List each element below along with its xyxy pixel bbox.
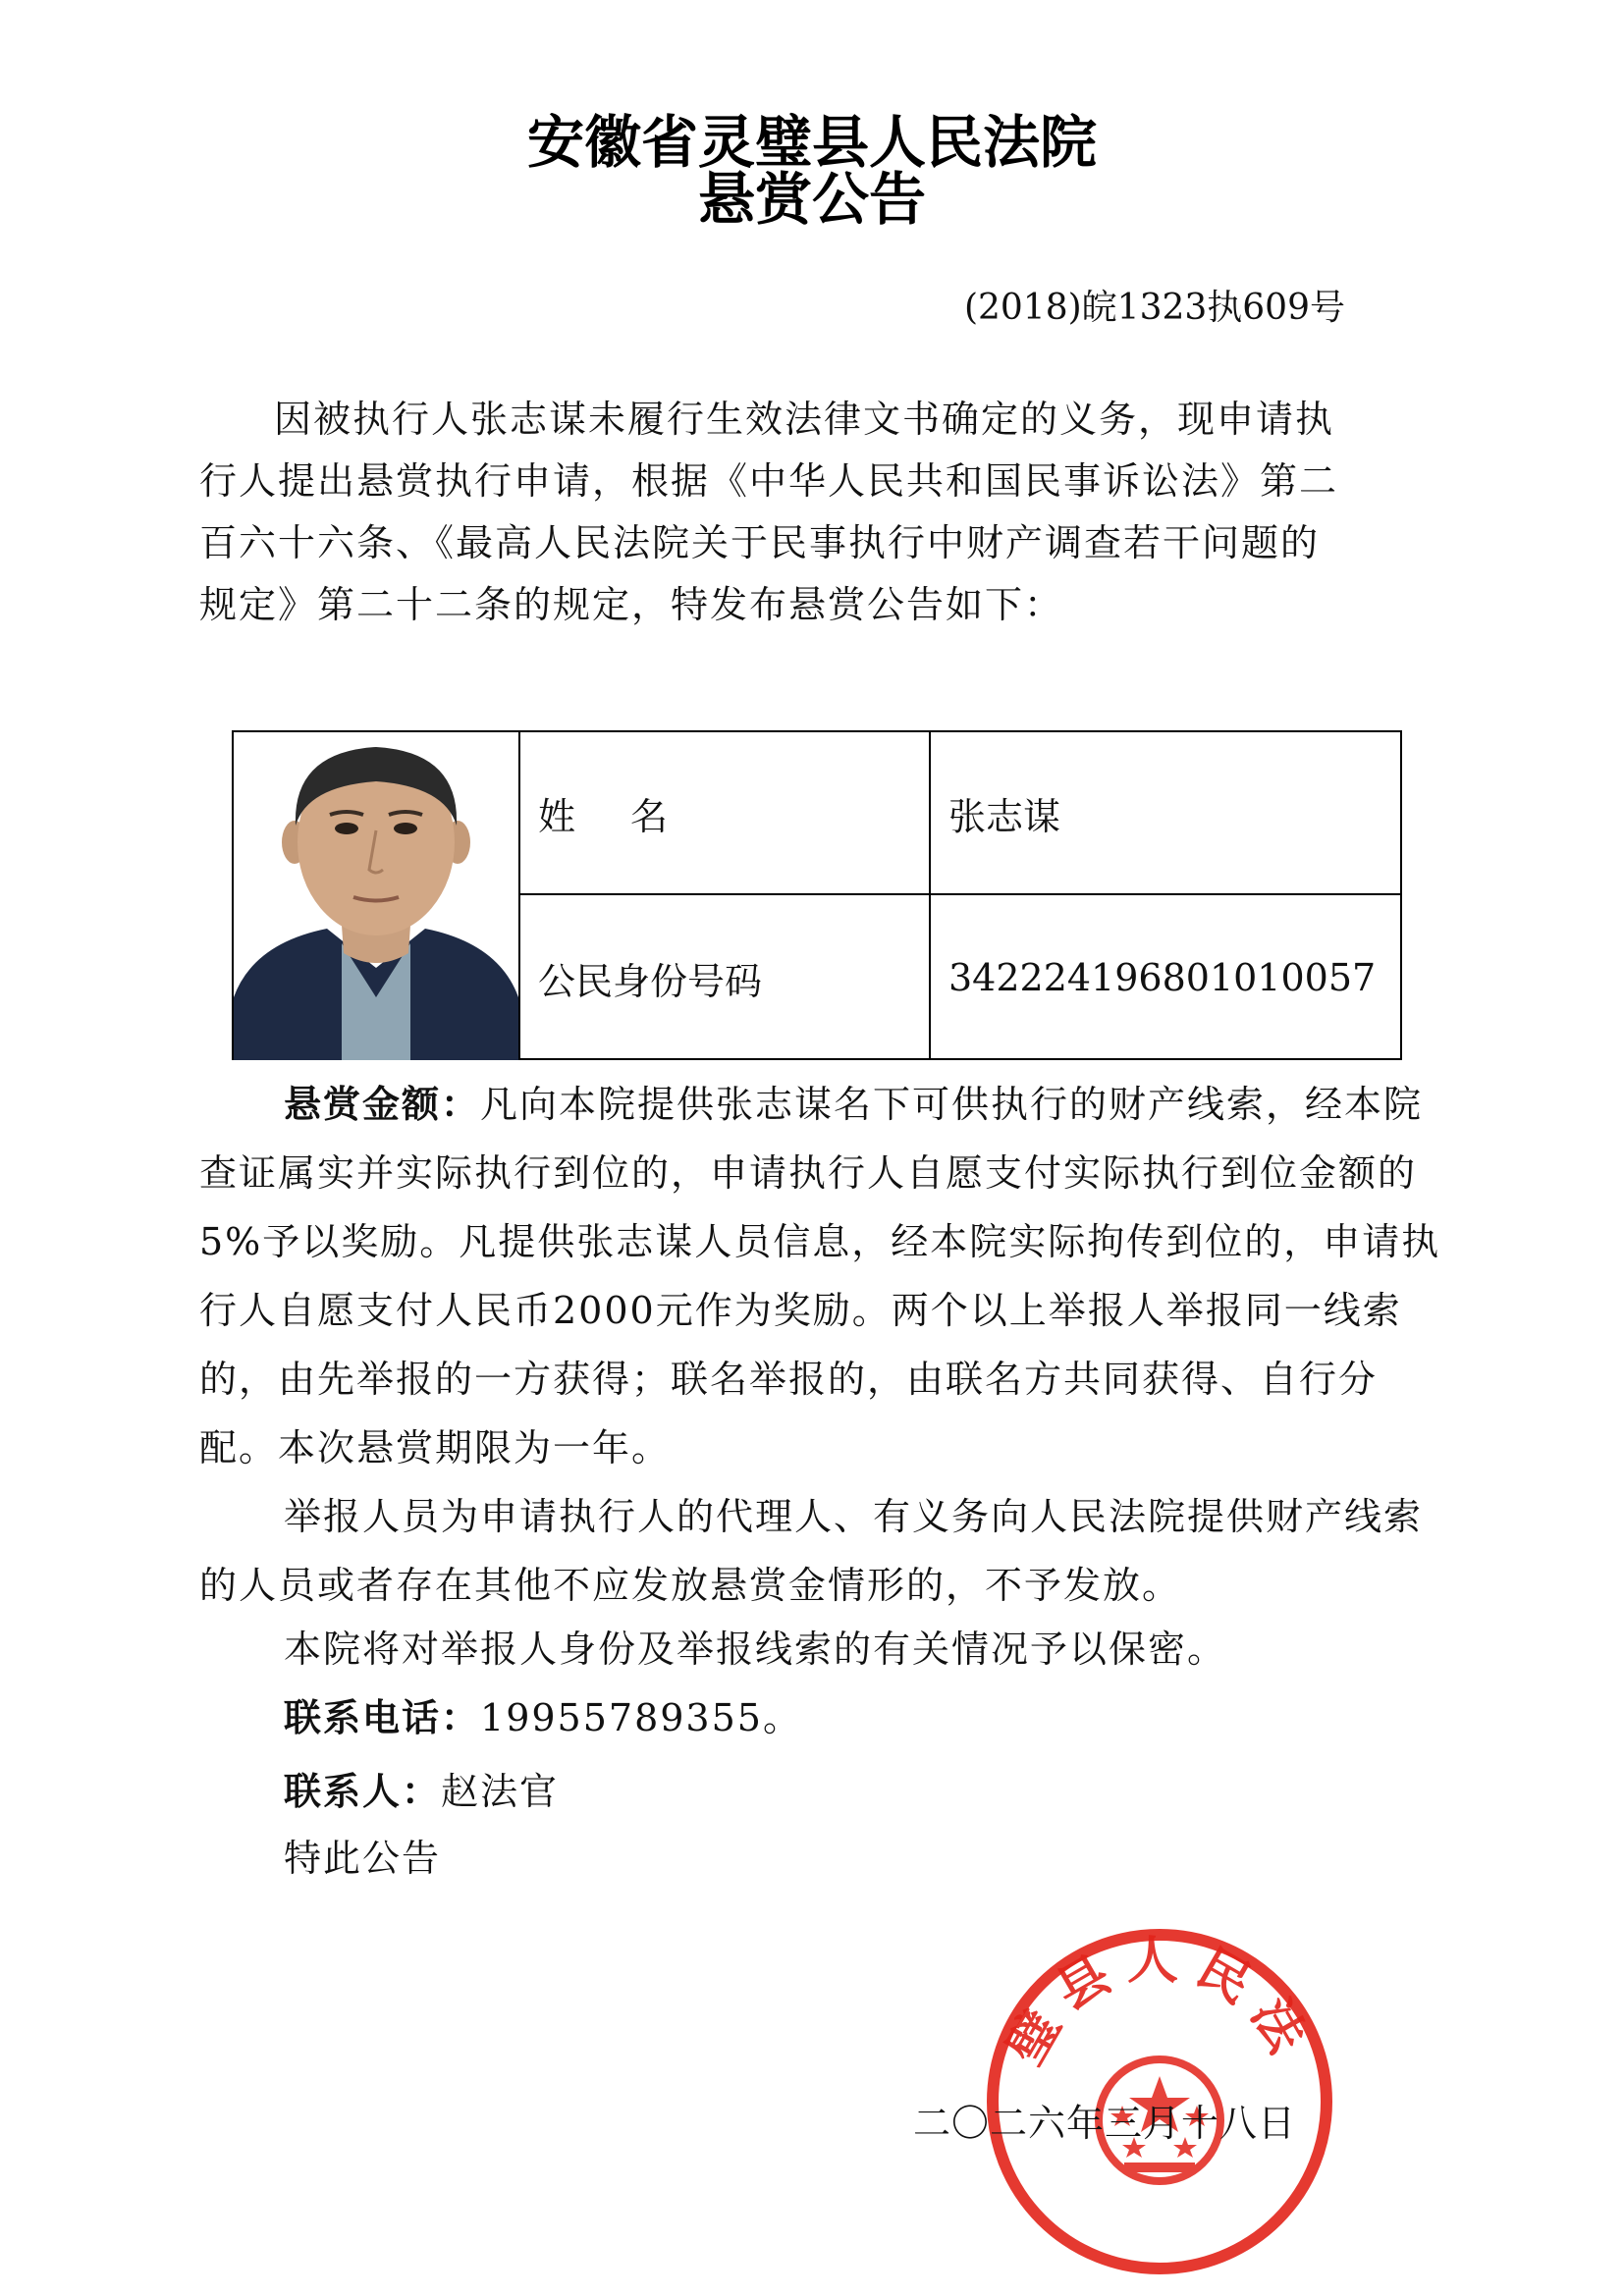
id-number: 342224196801010057 — [948, 956, 1377, 999]
contact-name: 赵法官 — [441, 1770, 560, 1813]
seal-text: 璧县人民法 — [996, 1932, 1324, 2075]
name-label: 姓名 — [520, 732, 931, 895]
reward-text: 凡向本院提供张志谋名下可供执行的财产线索，经本院查证属实并实际执行到位的，申请执行人自愿支付实际执行到位金额的5%予以奖励。凡提供张志谋人员信息，经本院实际拘传到位的，申请执行人自愿支付人民币2000元作为奖励。两个以上举报人举报同一线索的，由先举报的一方获得；联名举报的，由联名方共同获得、自行分配。本次悬赏期限为一年。 — [199, 1083, 1441, 1469]
phone-label: 联系电话： — [284, 1696, 481, 1739]
notice-title: 悬赏公告 — [697, 166, 926, 233]
notice-date: 二〇二六年三月十八日 — [913, 2102, 1297, 2145]
svg-text:璧县人民法 — [997, 1932, 1324, 2074]
id-label: 公民身份号码 — [520, 895, 931, 1060]
intro-paragraph: 因被执行人张志谋未履行生效法律文书确定的义务，现申请执行人提出悬赏执行申请，根据《中华人民共和国民事诉讼法》第二百六十六条、《最高人民法院关于民事执行中财产调查若干问题的规定》第二十二条的规定，特发布悬赏公告如下： — [199, 398, 1339, 626]
reward-paragraph — [199, 1070, 1446, 1482]
contact-phone — [284, 1693, 802, 1742]
reward-label: 悬赏金额： — [284, 1083, 481, 1126]
contact-label: 联系人： — [284, 1770, 442, 1813]
person-photo — [234, 732, 520, 1060]
person-photo-image — [234, 732, 518, 1060]
contact-person — [284, 1767, 559, 1816]
name-value: 张志谋 — [931, 732, 1400, 895]
exclusion-paragraph: 举报人员为申请执行人的代理人、有义务向人民法院提供财产线索的人员或者存在其他不应发放悬赏金情形的，不予发放。 — [199, 1495, 1424, 1607]
phone-number: 19955789355。 — [480, 1696, 802, 1739]
case-number: (2018)皖1323执609号 — [963, 288, 1345, 328]
court-name: 安徽省灵璧县人民法院 — [526, 109, 1097, 176]
person-info-table — [232, 730, 1402, 1060]
closing-statement: 特此公告 — [284, 1837, 442, 1880]
confidentiality-statement: 本院将对举报人身份及举报线索的有关情况予以保密。 — [284, 1628, 1227, 1671]
